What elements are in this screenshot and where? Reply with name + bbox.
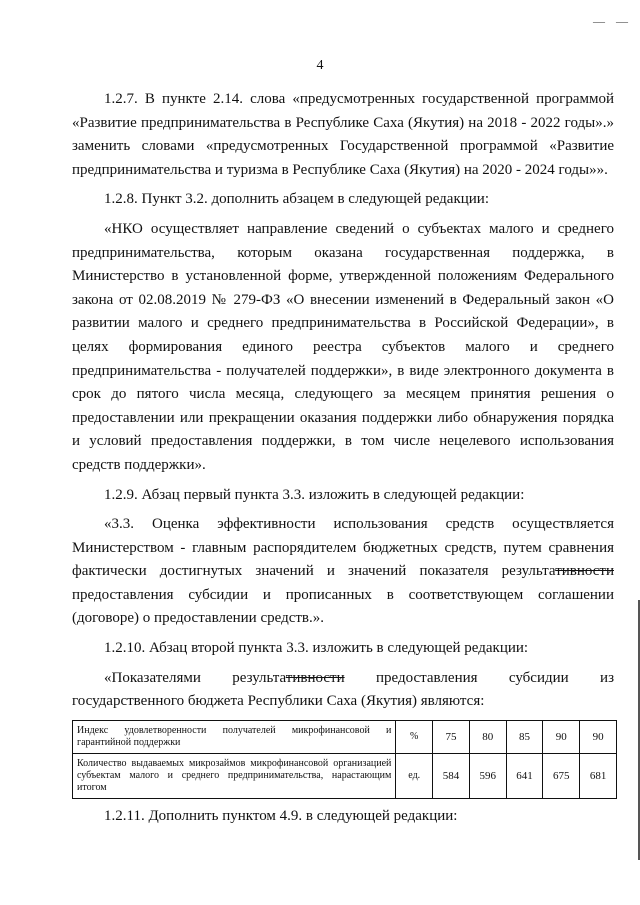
- indicator-value: 675: [543, 753, 580, 798]
- indicator-value: 90: [543, 720, 580, 753]
- struck-text: тивности: [285, 669, 345, 686]
- page-number: 4: [316, 58, 324, 73]
- indicator-value: 584: [433, 753, 470, 798]
- indicator-value: 75: [433, 720, 470, 753]
- paragraph-1-2-9-quote: [72, 513, 614, 631]
- paragraph-1-2-8: 1.2.8. Пункт 3.2. дополнить абзацем в следующей редакции:: [104, 191, 489, 208]
- paragraph-1-2-11: 1.2.11. Дополнить пунктом 4.9. в следующей редакции:: [104, 807, 458, 824]
- indicators-table: [72, 720, 617, 799]
- indicator-value: 80: [469, 720, 506, 753]
- quote-text-part: предоставления субсидии из государственного бюджета Республики Саха (Якутия) являются:: [72, 669, 614, 710]
- indicator-value: 596: [469, 753, 506, 798]
- paragraph-1-2-9: 1.2.9. Абзац первый пункта 3.3. изложить в следующей редакции:: [104, 486, 525, 503]
- corner-mark: — —: [593, 14, 632, 28]
- indicator-value: 85: [506, 720, 543, 753]
- quote-text-part: «3.3. Оценка эффективности использования средств осуществляется Министерством - главным распорядителем бюджетных средств, путем сравнения фактически достигнутых значений и значений показателя результа: [72, 516, 614, 580]
- indicator-unit: ед.: [396, 753, 433, 798]
- struck-text: тивности: [555, 563, 614, 580]
- indicator-value: 681: [580, 753, 617, 798]
- indicator-name: Количество выдаваемых микрозаймов микрофинансовой организацией субъектам малого и среднего предпринимательства, нарастающим итогом: [73, 753, 396, 798]
- indicator-value: 90: [580, 720, 617, 753]
- paragraph-1-2-8-quote: «НКО осуществляет направление сведений о субъектах малого и среднего предпринимательства, которым оказана государственная поддержка, в Министерство в установленной форме, утвержденной положениям Федерального закона от 02.08.2019 № 279-ФЗ «О внесении изменений в Федеральный закон «О развитии малого и среднего предпринимательства в Российской Федерации», в целях формирования единого реестра субъектов малого и среднего предпринимательства - получателей поддержки», в виде электронного документа в срок до пятого числа месяца, следующего за месяцем принятия решения о предоставлении или прекращении оказания поддержки либо обнаружения порядка и условий предоставления поддержки, в том числе нецелевого использования средств поддержки».: [72, 220, 614, 473]
- quote-text-part: «Показателями результа: [104, 669, 286, 686]
- indicator-unit: %: [396, 720, 433, 753]
- quote-text-part: предоставления субсидии и прописанных в соответствующем соглашении (договоре) о предоставлении средств.».: [72, 586, 614, 627]
- indicator-value: 641: [506, 753, 543, 798]
- paragraph-1-2-10: 1.2.10. Абзац второй пункта 3.3. изложить в следующей редакции:: [104, 640, 529, 657]
- table-row: [73, 753, 617, 798]
- indicator-name: Индекс удовлетворенности получателей микрофинансовой и гарантийной поддержки: [73, 720, 396, 753]
- document-body: [72, 88, 614, 828]
- paragraph-1-2-7: 1.2.7. В пункте 2.14. слова «предусмотренных государственной программой «Развитие предпринимательства в Республике Саха (Якутия) на 2018 - 2022 годы».» заменить словами «предусмотренных Государственной программой «Развитие предпринимательства и туризма в Республике Саха (Якутия) на 2020 - 2024 годы»».: [72, 91, 614, 178]
- table-row: [73, 720, 617, 753]
- paragraph-1-2-10-quote: [72, 667, 614, 714]
